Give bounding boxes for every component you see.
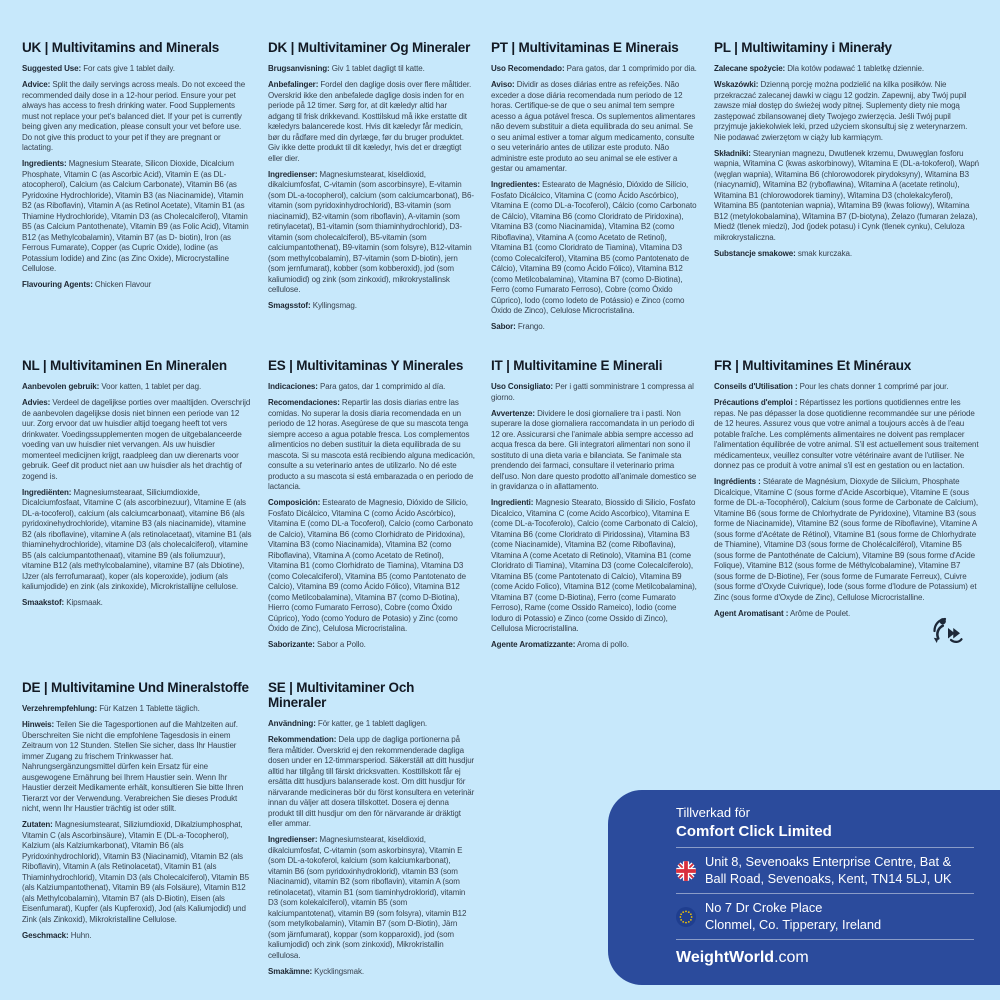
company-name: Comfort Click Limited <box>676 823 832 840</box>
uk-flavouring: Flavouring Agents: Chicken Flavour <box>22 280 152 289</box>
divider <box>676 893 974 894</box>
uk-advice: Advice: Split the daily servings across meals. Do not exceed the recommended daily dose in a 12-hour period. Ensure your pet always has access to fresh drinking water. Food Supplements must not replace your pet's balanced diet. If your pet is currently being given any medication, please consult your vet before use. Do not give this product to your pet if they are pregnant or lactating. <box>22 80 246 152</box>
section-fr-heading: FR | Multivitamines Et Minéraux <box>714 358 912 373</box>
pt-advice: Aviso: Dividir as doses diárias entre as refeições. Não exceder a dose diária recomendada num periodo de 12 horas. Certifique-se de que o seu animal tem sempre acesso a água potável fresca. Os suplementos alimentares não devem substituir a dieta equilibrada do seu animal. Se o seu animal estiver a tomar algum medicamento, consulte o seu veterinário antes de utilizar este produto. Não administre este produto ao seu animal se ele estiver a gestar ou amamentar. <box>491 80 696 173</box>
it-advice: Avvertenze: Dividere le dosi giornaliere tra i pasti. Non superare la dose giornaliera raccomandata in un periodo di 12 ore. Assicurarsi che l'animale abbia sempre accesso ad acqua fresca da bere. Gli integratori alimentari non sono il sostituto di una dieta varia e bilanciata. Se l'animale sta prendendo dei farmaci, consultare il veterinario prima dell'uso. Non dare questo prodotto all'animale domestico se in gravidanza o in allattamento. <box>491 408 697 491</box>
made-for-label: Tillverkad för <box>676 805 750 820</box>
nl-flavouring: Smaakstof: Kipsmaak. <box>22 598 103 607</box>
uk-ingredients: Ingredients: Magnesium Stearate, Silicon Dioxide, Dicalcium Phosphate, Vitamin C (as Ascorbic Acid), Vitamin E (as DL-atocopherol), Calcium (as Calcium Carbonate), Vitamin B6 (as Pyridoxine Hydrochloride), Vitamin B3 (as Niacinamide), Vitamin B2 (as Riboflavin), Vitamin A (as Retinol Acetate), Vitamin B1 (as Thiamine Hydrochloride), Vitamin D3 (as Cholecalciferol), Vitamin B5 (as Calcium Pantothenate), Vitamin B9 (as Folic Acid), Vitamin B12 (as Methylcobalamin), Vitamin B7 (as D- biotin), Iron (as Ferrous Fumarate), Copper (as Cupric Oxide), Iodine (as Potassium Iodide) and Zinc (as Zinc Oxide), Microcrystalline Cellulose. <box>22 159 249 273</box>
triman-recycling-icon <box>930 613 966 654</box>
uk-address-row <box>676 854 974 887</box>
dk-ingredients: Ingredienser: Magnesiumstearat, kiseldioxid, dikalciumfosfat, C-vitamin (som ascorbinsyre), E-vitamin (som DL-a-tocopherol), calcium (som calciumcarbonat), B6-vitamin (som pyridoxinhydrochlorid), B3-vitamin (som niacinamid), B2-vitamin (som riboflavin), A-vitamin (som retinylacetat), B1-vitamin (som thiaminhydrochlorid), D3-vitamin (som cholecalciferol), B5-vitamin (som calciumpantothenat), B9-vitamin (som folsyre), B12-vitamin (som methylcobalamin), B7-vitamin (som D-biotin), jern (som jernfumarat), kobber (som kobberoxid), jod (som kaliumiodid) og zink (som zinkoxid), mikrokrystallinsk cellulose. <box>268 169 474 294</box>
section-pt-heading: PT | Multivitaminas E Minerais <box>491 40 679 55</box>
section-nl <box>22 358 252 680</box>
section-uk <box>22 40 252 358</box>
eu-address-line2: Clonmel, Co. Tipperary, Ireland <box>705 916 882 932</box>
website-brand: WeightWorld <box>676 949 775 966</box>
pl-advice: Wskazówki: Dzienną porcję można podzielić na kilka posiłków. Nie przekraczać zalecanej dawki w ciągu 12 godzin. Zapewnij, aby Twój pupil zawsze miał dostęp do świeżej wody pitnej. Suplementy diety nie mogą zastępować zbilansowanej diety Twojego zwierzęcia. Jeśli Twój pupil przyjmuje jakiekolwiek leki, przed użyciem skonsultuj się z weterynarzem. Nie podawać zwierzętom w ciąży lub karmiącym. <box>714 80 968 142</box>
dk-usage: Brugsanvisning: Giv 1 tablet dagligt til katte. <box>268 64 425 73</box>
fr-advice: Précautions d'emploi : Répartissez les portions quotidiennes entre les repas. Ne pas dépasser la dose quotidienne recommandée sur une période de 12 heures. Assurez vous que votre animal a toujours accès à de l'eau potable fraîche. Les compléments alimentaires ne doivent pas remplacer l'alimentation équilibrée de votre animal. S'il est actuellement sous traitement médicamenteux, veuillez consulter votre vétérinaire avant de l'utiliser. Ne donnez pas ce produit à votre animal s'il est en gestation ou en lactation. <box>714 398 979 470</box>
uk-flag-icon <box>676 861 696 881</box>
dk-advice: Anbefalinger: Fordel den daglige dosis over flere måltider. Overskrid ikke den anbefalede daglige dosis inden for en periode på 12 timer. Sørg for, at dit kæledyr altid har adgang til frisk drikkevand. Kosttilskud må ikke erstatte dit kæledyrs balancerede kost. Hvis dit kæledyr får medicin, bør du rådføre med din dyrlæge, før du bruger produktet. Giv ikke dette produkt til dit kæledyr, hvis det er drægtigt eller dier. <box>268 80 472 163</box>
pt-flavouring: Sabor: Frango. <box>491 322 545 331</box>
website-tld: .com <box>774 949 809 966</box>
uk-suggested-use: Suggested Use: For cats give 1 tablet daily. <box>22 64 175 73</box>
section-pt <box>491 40 698 358</box>
pt-ingredients: Ingredientes: Estearato de Magnésio, Dióxido de Silício, Fosfato Dicálcico, Vitamina C (como Ácido Ascórbico), Vitamina E (como DL-a-Tocoferol), Cálcio (como Carbonato de Cálcio), Vitamina B6 (como Cloridrato de Piridoxina), Vitamina B3 (como Niacinamida), Vitamina B2 (como Riboflavina), Vitamina A (como Acetato de Retinol), Vitamina B1 (como Cloridrato de Tiamina), Vitamina D3 (como Colecalciferol), Vitamina B5 (como Pantotenato de Cálcio), Vitamina B9 (como Ácido Fólico), Vitamina B12 (como Metilcobalamina), Vitamina B7 (como D-Biotina), Ferro (como Fumarato Ferroso), Cobre (como Óxido Cúprico), Iodo (como Iodeto de Potássio) e Zinco (como Óxido de Zinco), Celulose Microcristalina. <box>491 180 697 315</box>
pl-ingredients: Składniki: Stearynian magnezu, Dwutlenek krzemu, Dwuwęglan fosforu wapnia, Witamina C (kwas askorbinowy), Witamina E (DL-a-tokoferol), Wapń (węglan wapnia), Witamina B6 (chlorowodorek pirydoksyny), Witamina B3 (niacynamid), Witamina B2 (ryboflawina), Witamina A (acetate retinolu), Witamina B1 (chlorowodorek tiaminy), Witamina D3 (cholekalcyferol), Witamina B5 (pantotenian wapnia), Witamina B9 (kwas foliowy), Witamina B12 (metylokobalamina), Witamina B7 (D-biotyna), Żelazo (fumaran żelaza), Miedź (tlenek miedzi), Jod (jodek potasu) i Cynk (tlenek cynku), Celuloza mikrokrystaliczna. <box>714 148 980 242</box>
se-advice: Rekommendation: Dela upp de dagliga portionerna på flera måltider. Överskrid ej den rekommenderade dagliga dosen under en 12-timmarsperiod. Säkerställ att ditt husdjur alltid har tillgång till färskt dricksvatten. Kosttillskott får ej ersätta ditt husdjurs balanserade kost. Om ditt husdjur för närvarande medicineras bör du först konsultera en veterinär innan du väljer att dosera tillskottet. Dosera ej denna produkt till ditt husdjur om den för närvarande är dräktigt eller ammar. <box>268 735 475 828</box>
divider <box>676 847 974 848</box>
es-ingredients: Composición: Estearato de Magnesio, Dióxido de Silicio, Fosfato Dicálcico, Vitamina C (como Ácido Ascórbico), Vitamina E (como DL-a Tocoferol), Calcio (como Carbonato de Calcio), Vitamina B6 (como Clorhidrato de Piridoxina), Vitamina B3 (como Niacinamida), Vitamina B2 (como Riboflavina), Vitamina A (como Acetato de Retinol), Vitamina B1 (como Clorhidrato de Tiamina), Vitamina D3 (como Colecalciferol), Vitamina B5 (como Pantotenato de Calcio), Vitamina B9 (como Ácido Fólico), Vitamina B12 (como Metilcobalamina), Vitamina B7 (como D-Biotina), Hierro (como Fumarato Ferroso), Cobre (como Óxido Cúprico), Yodo (como Yoduro de Potasio) y Zinc (como Óxido de Zinc), Celulosa Microcristalina. <box>268 498 473 633</box>
fr-usage: Conseils d'Utilisation : Pour les chats donner 1 comprimé par jour. <box>714 382 949 391</box>
section-it <box>491 358 698 680</box>
section-fr <box>714 358 980 680</box>
eu-flag-icon <box>676 907 696 927</box>
fr-flavouring: Agent Aromatisant : Arôme de Poulet. <box>714 608 851 618</box>
nl-usage: Aanbevolen gebruik: Voor katten, 1 tablet per dag. <box>22 382 202 391</box>
de-usage: Verzehrempfehlung: Für Katzen 1 Tablette täglich. <box>22 704 200 713</box>
section-se <box>268 680 475 983</box>
section-pl <box>714 40 980 358</box>
section-se-heading: SE | Multivitaminer Och Mineraler <box>268 680 415 710</box>
de-ingredients: Zutaten: Magnesiumstearat, Siliziumdioxid, Dikalziumphosphat, Vitamin C (als Ascorbinsäure), Vitamin E (DL-a-Tocopherol), Kalzium (als Kalziumkarbonat), Vitamin B6 (als Pyridoxinhydrochlorid), Vitamin B3 (Niacinamid), Vitamin B2 (als Riboflavin), Vitamin A (als Retinolacetat), Vitamin B1 (als Thiaminhydrochlorid), Vitamin D3 (als Cholecalciferol), Vitamin B5 (als Kalziumpantothenat), Vitamin B9 (als Folsäure), Vitamin B12 (als Methylcobalamin), Vitamin B7 (als D-Biotin), Eisen (als Eisenfumarat), Kupfer (als Kupferoxid), Jod (als Kaliumjodid) und Zink (als Zinkoxid), Mikrokristalline Cellulose. <box>22 820 249 924</box>
divider <box>676 939 974 940</box>
manufacturer-box <box>608 790 1000 985</box>
section-it-heading: IT | Multivitamine E Minerali <box>491 358 663 373</box>
pt-usage: Uso Recomendado: Para gatos, dar 1 comprimido por dia. <box>491 64 697 73</box>
nl-ingredients: Ingrediënten: Magnesiumstearaat, Siliciumdioxide, Dicalciumfosfaat, Vitamine C (als ascorbinezuur), Vitamine E (als DL-a-tocoferol), calcium (als calciumcarbonaat), vitamine B6 (als pyridoxinehydrochloride), vitamine B3 (als niacinamide), vitamine B2 (als riboflavine), vitamine A (als retinolacetaat), vitamine B1 (als thiaminehydrochloride), vitamine D3 (als cholecalciferol), vitamine B5 (als calciumpantothenaat), vitamine B9 (als foliumzuur), vitamine B12 (als methylcobalamine), vitamine B7 (als Dbiotine), IJzer (als ferrofumaraat), koper (als koperoxide), jodium (als kaliumjodide) en zink (als zinkoxide), Microkristallijne cellulose. <box>22 487 252 591</box>
section-pl-heading: PL | Multiwitaminy i Minerały <box>714 40 892 55</box>
se-ingredients: Ingredienser: Magnesiumstearat, kiseldioxid, dikalciumfosfat, C-vitamin (som askorbinsyra), Vitamin E (som DL-a-tokoferol, kalcium (som kalciumkarbonat), vitamin B6 (som pyridoxinhydroklorid), vitamin B3 (som Niacinamid), vitamin B2 (som riboflavin), vitamin A (som retinolacetat), vitamin B1 (som tiaminhydroklorid), vitamin D3 (som kolekalciferol), vitamin B5 (som kalciumpantotenat), vitamin B9 (som folsyra), vitamin B12 (som metylkobalamin), Vitamin B7 (som D-Biotin), Järn (som järnfumarat), koppar (som kopparoxid), jod (som kaliumjodid) och zink (som zinkoxid), Mikrokristallin cellulosa. <box>268 835 467 960</box>
section-nl-heading: NL | Multivitaminen En Mineralen <box>22 358 227 373</box>
website-url <box>676 948 974 968</box>
de-advice: Hinweis: Teilen Sie die Tagesportionen auf die Mahlzeiten auf. Überschreiten Sie nicht die empfohlene Tagesdosis in einem Zeitraum von 12 Stunden. Stellen Sie sicher, dass Ihr Haustier immer Zugang zu frischem Trinkwasser hat. Nahrungsergänzungsmittel dürfen kein Ersatz für eine ausgewogene Ernährung bei Ihrem Haustier sein. Wenn Ihr Haustier derzeit Medikamente erhält, konsultieren Sie bitte Ihren Tierarzt vor der Verwendung. Verabreichen Sie dieses Produkt nicht, wenn Ihr Haustier trächtig ist oder stillt. <box>22 720 244 813</box>
dk-flavouring: Smagsstof: Kyllingsmag. <box>268 301 357 310</box>
section-es-heading: ES | Multivitaminas Y Minerales <box>268 358 464 373</box>
section-uk-heading: UK | Multivitamins and Minerals <box>22 40 220 55</box>
es-flavouring: Saborizante: Sabor a Pollo. <box>268 640 366 649</box>
uk-address: Unit 8, Sevenoaks Enterprise Centre, Bat & Ball Road, Sevenoaks, Kent, TN14 5LJ, UK <box>705 854 952 886</box>
section-de-heading: DE | Multivitamine Und Mineralstoffe <box>22 680 249 695</box>
de-flavouring: Geschmack: Huhn. <box>22 930 92 940</box>
se-usage: Användning: För katter, ge 1 tablett dagligen. <box>268 719 428 728</box>
section-es <box>268 358 475 680</box>
section-dk-heading: DK | Multivitaminer Og Mineraler <box>268 40 471 55</box>
es-advice: Recomendaciones: Repartir las dosis diarias entre las comidas. No superar la dosis diaria recomendada en un periodo de 12 horas. Asegúrese de que su mascota tenga siempre acceso a agua potable fresca. Los complementos alimenticios no deben sustituir la dieta equilibrada de su mascota. Si su mascota está recibiendo alguna medicación, consulte a su veterinario antes de utilizarlo. No dé este producto a su mascota si está embarazada o en periodo de lactancia. <box>268 398 475 491</box>
eu-address-row <box>676 900 974 933</box>
section-de <box>22 680 252 983</box>
fr-ingredients: Ingrédients : Stéarate de Magnésium, Dioxyde de Silicium, Phosphate Dicalcique, Vitamine C (sous forme d'Acide Ascorbique), Vitamine E (sous forme de DL-a-Tocophérol), Calcium (sous forme de Carbonate de Calcium), Vitamine B6 (sous forme de Chlorhydrate de Pyridoxine), Vitamine B3 (sous forme de Niacinamide), Vitamine B2 (sous forme de Riboflavine), Vitamine A (sous forme d'Acétate de Rétinol), Vitamine B1 (sous forme de Chlorhydrate de Thiamine), Vitamine D3 (sous forme de Cholécalciférol), Vitamine B5 (sous forme de Pantothénate de Calcium), Vitamine B9 (sous forme d'Acide Folique), Vitamine B12 (sous forme de Méthylcobalamine), Vitamine B7 (sous forme de D-Biotine), Fer (sous forme de Fumarate Ferreux), Cuivre (sous forme d'Oxyde Cuivrique), Iode (sous forme d'Iodure de Potassium) et Zinc (sous forme d'Oxyde de Zinc), Cellulose Microcristalline. <box>714 477 979 602</box>
eu-address-line1: No 7 Dr Croke Place <box>705 900 823 915</box>
nl-advice: Advies: Verdeel de dagelijkse porties over maaltijden. Overschrijd de aanbevolen dagelijkse dosis niet binnen een periode van 12 uur. Zorg ervoor dat uw huisdier altijd toegang heeft tot vers drinkwater. Voedingssupplementen mogen de uitgebalanceerde voeding van uw huisdier niet vervangen. Als uw huisdier momenteel medicijnen krijgt, raadpleeg dan uw dierenarts voor gebruik. Geef dit product niet aan uw huisdier als het drachtig of zogend is. <box>22 398 251 481</box>
section-dk <box>268 40 475 358</box>
it-usage: Uso Consigliato: Per i gatti somministrare 1 compressa al giorno. <box>491 382 694 402</box>
es-usage: Indicaciones: Para gatos, dar 1 comprimido al día. <box>268 382 446 391</box>
eu-address <box>705 900 881 933</box>
pl-usage: Zalecane spożycie: Dla kotów podawać 1 tabletkę dziennie. <box>714 64 924 73</box>
it-ingredients: Ingredienti: Magnesio Stearato, Biossido di Silicio, Fosfato Dicalcico, Vitamina C (come Acido Ascorbico), Vitamina E (come DL-a-Tocoferolo), Calcio (come Carbonato di Calcio), Vitamina B6 (come Cloridrato di Piridossina), Vitamina B3 (come Niacinamide), Vitamina B2 (come Riboflavina), Vitamina A (come Acetato di Retinolo), Vitamina B1 (come Cloridrato di Tiamina), Vitamina D3 (come Colecalciferolo), Vitamina B5 (come Pantotenato di Calcio), Vitamina B9 (come Acido Folico), Vitamina B12 (come Metilcobalamina), Vitamina B7 (come D-Biotina), Ferro (come Fumarato Ferroso), Rame (come Ossido Rameico), Iodio (come Ioduro di Potassio) e Zinco (come Ossido di Zinco), Cellulosa Microcristallina. <box>491 498 698 633</box>
it-flavouring: Agente Aromatizzante: Aroma di pollo. <box>491 640 629 649</box>
pl-flavouring: Substancje smakowe: smak kurczaka. <box>714 248 852 258</box>
se-flavouring: Smakämne: Kycklingsmak. <box>268 966 364 976</box>
